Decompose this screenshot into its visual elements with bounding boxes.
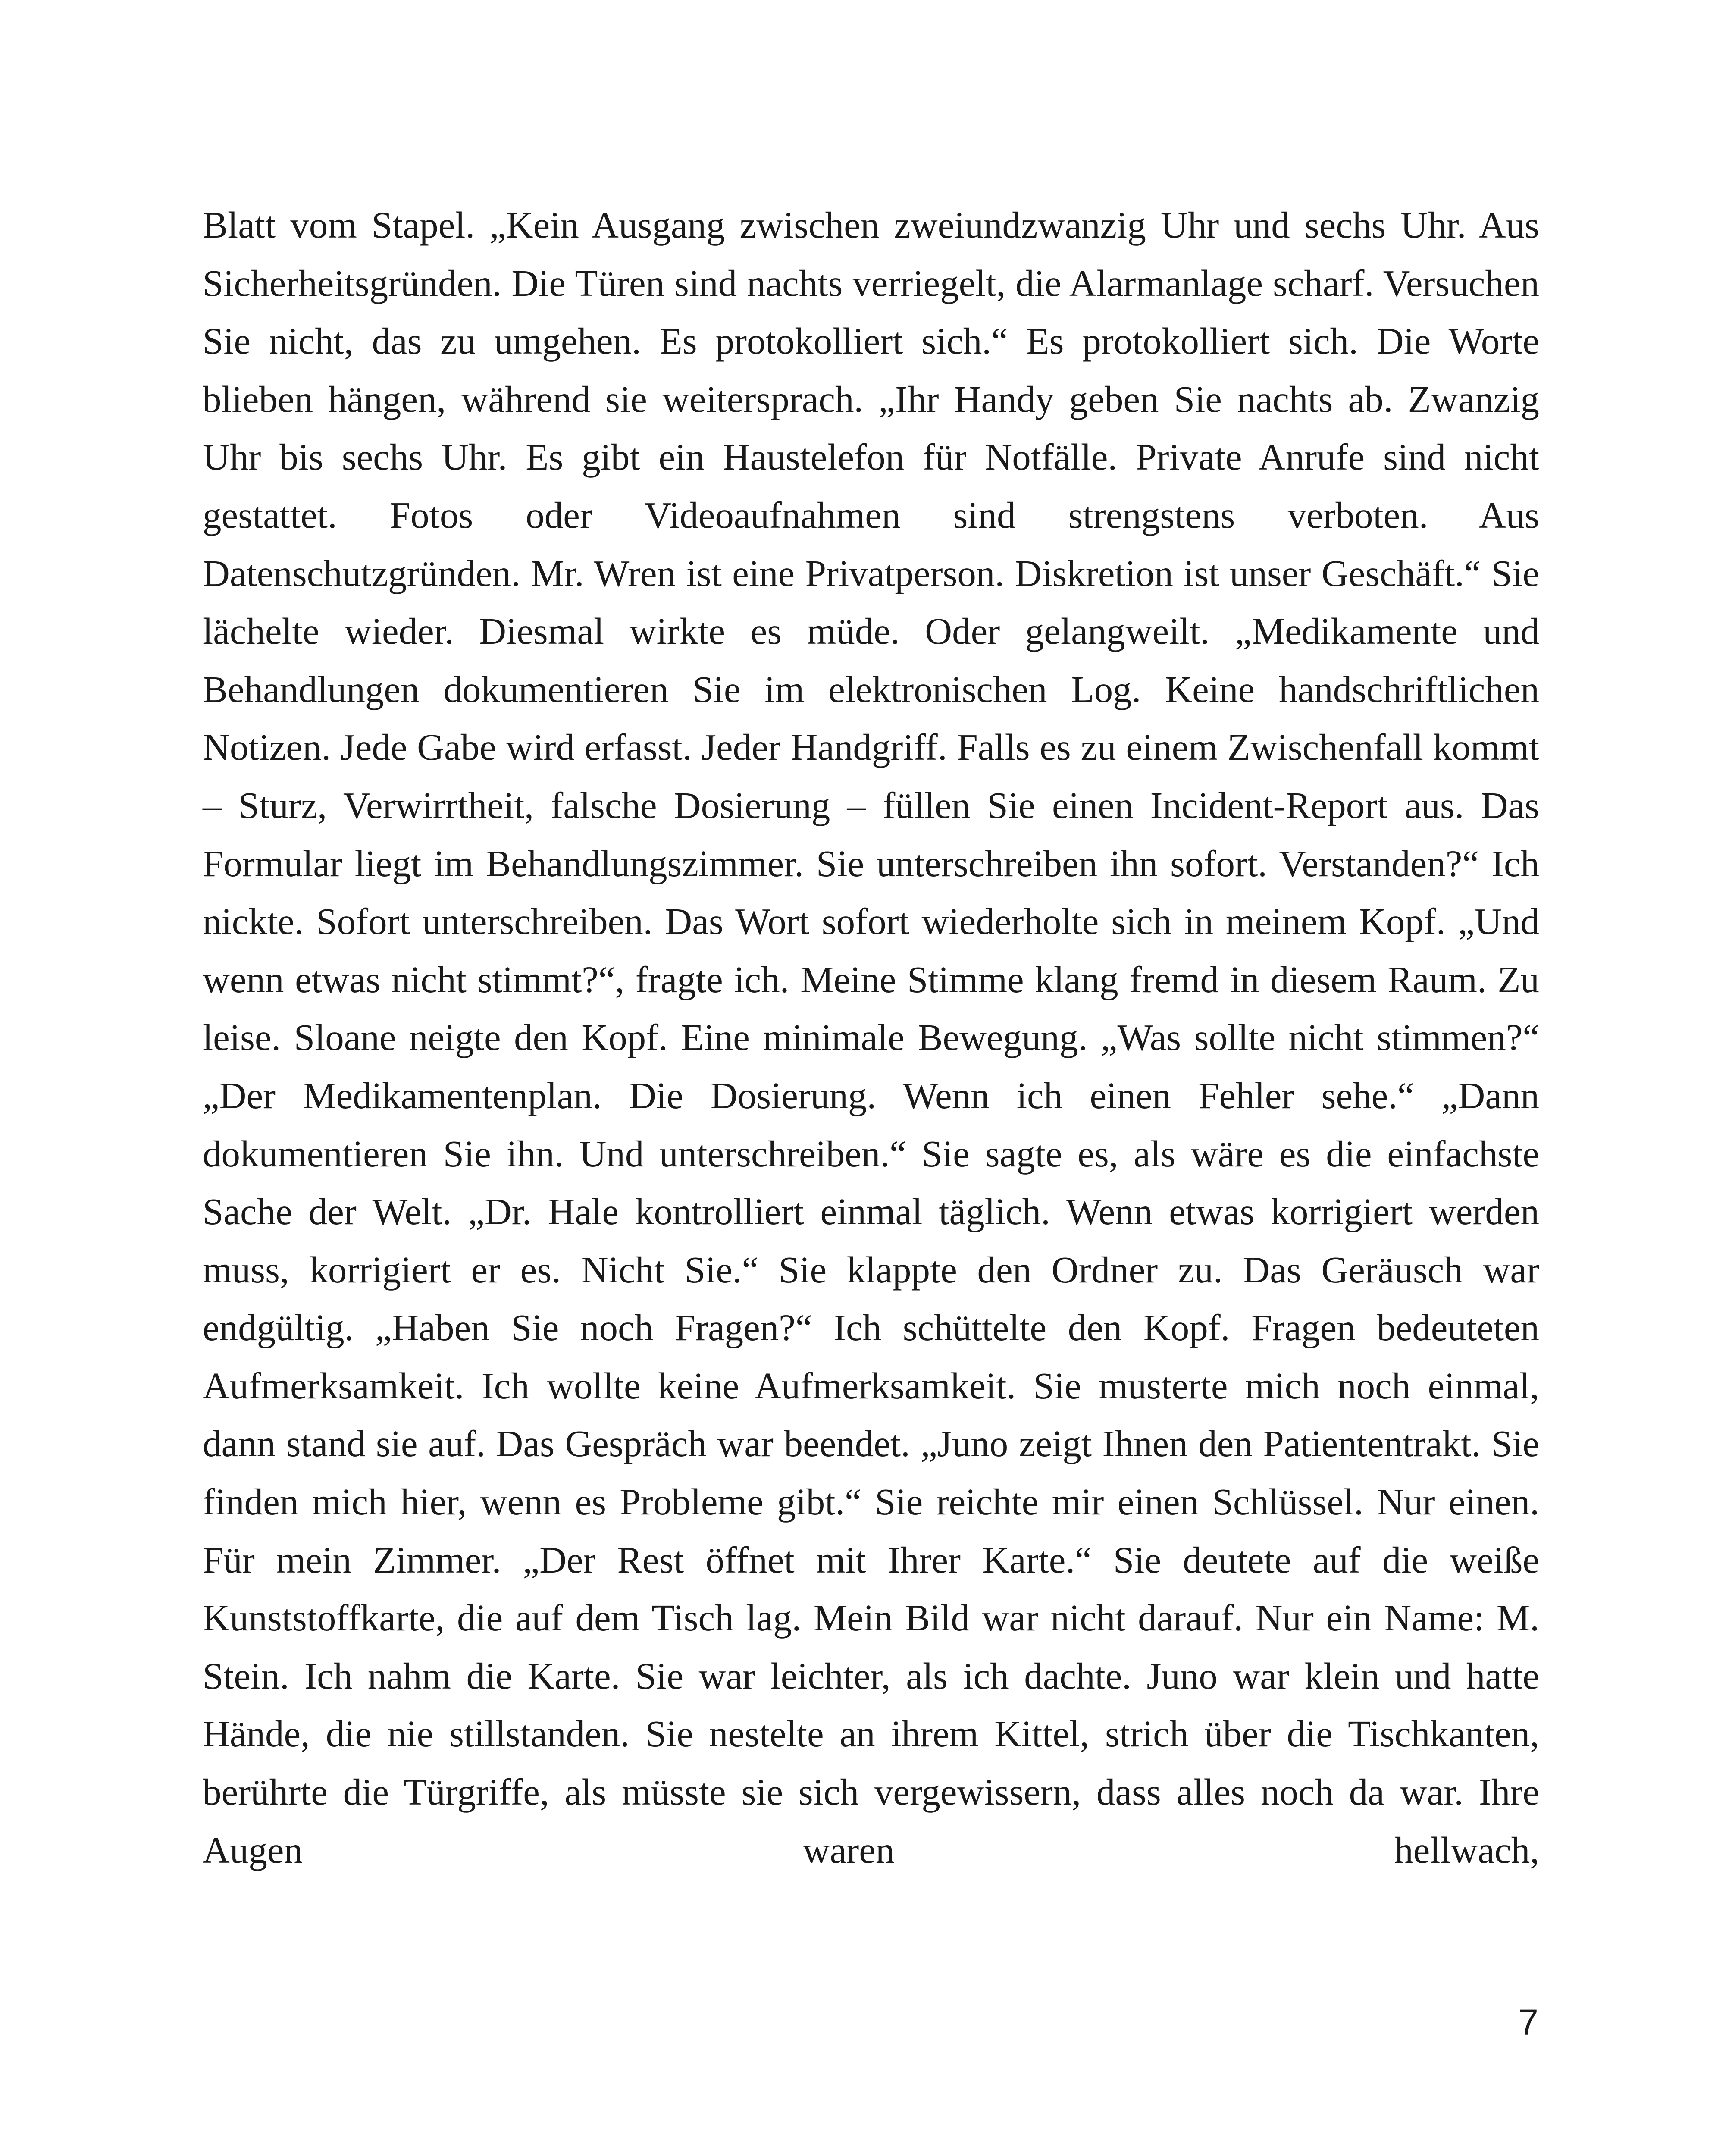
page-number: 7 [1518,2002,1538,2043]
body-paragraph: Blatt vom Stapel. „Kein Ausgang zwischen zweiundzwanzig Uhr und sechs Uhr. Aus Sicherheitsgründen. Die Türen sind nachts verriegelt, die Alarmanlage scharf. Versuchen Sie nicht, das zu umgehen. Es protokolliert sich.“ Es protokolliert sich. Die Worte blieben hängen, während sie weitersprach. „Ihr Handy geben Sie nachts ab. Zwanzig Uhr bis sechs Uhr. Es gibt ein Haustelefon für Notfälle. Private Anrufe sind nicht gestattet. Fotos oder Videoaufnahmen sind strengstens verboten. Aus Datenschutzgründen. Mr. Wren ist eine Privatperson. Diskretion ist unser Geschäft.“ Sie lächelte wieder. Diesmal wirkte es müde. Oder gelangweilt. „Medikamente und Behandlungen dokumentieren Sie im elektronischen Log. Keine handschriftlichen Notizen. Jede Gabe wird erfasst. Jeder Handgriff. Falls es zu einem Zwischenfall kommt – Sturz, Verwirrtheit, falsche Dosierung – füllen Sie einen Incident-Report aus. Das Formular liegt im Behandlungszimmer. Sie unterschreiben ihn sofort. Verstanden?“ Ich nickte. Sofort unterschreiben. Das Wort sofort wiederholte sich in meinem Kopf. „Und wenn etwas nicht stimmt?“, fragte ich. Meine Stimme klang fremd in diesem Raum. Zu leise. Sloane neigte den Kopf. Eine minimale Bewegung. „Was sollte nicht stimmen?“ „Der Medikamentenplan. Die Dosierung. Wenn ich einen Fehler sehe.“ „Dann dokumentieren Sie ihn. Und unterschreiben.“ Sie sagte es, als wäre es die einfachste Sache der Welt. „Dr. Hale kontrolliert einmal täglich. Wenn etwas korrigiert werden muss, korrigiert er es. Nicht Sie.“ Sie klappte den Ordner zu. Das Geräusch war endgültig. „Haben Sie noch Fragen?“ Ich schüttelte den Kopf. Fragen bedeuteten Aufmerksamkeit. Ich wollte keine Aufmerksamkeit. Sie musterte mich noch einmal, dann stand sie auf. Das Gespräch war beendet. „Juno zeigt Ihnen den Patiententrakt. Sie finden mich hier, wenn es Probleme gibt.“ Sie reichte mir einen Schlüssel. Nur einen. Für mein Zimmer. „Der Rest öffnet mit Ihrer Karte.“ Sie deutete auf die weiße Kunststoffkarte, die auf dem Tisch lag. Mein Bild war nicht darauf. Nur ein Name: M. Stein. Ich nahm die Karte. Sie war leichter, als ich dachte. Juno war klein und hatte Hände, die nie stillstanden. Sie nestelte an ihrem Kittel, strich über die Tischkanten, berührte die Türgriffe, als müsste sie sich vergewissern, dass alles noch da war. Ihre Augen waren hellwach, [203,204,1539,1871]
